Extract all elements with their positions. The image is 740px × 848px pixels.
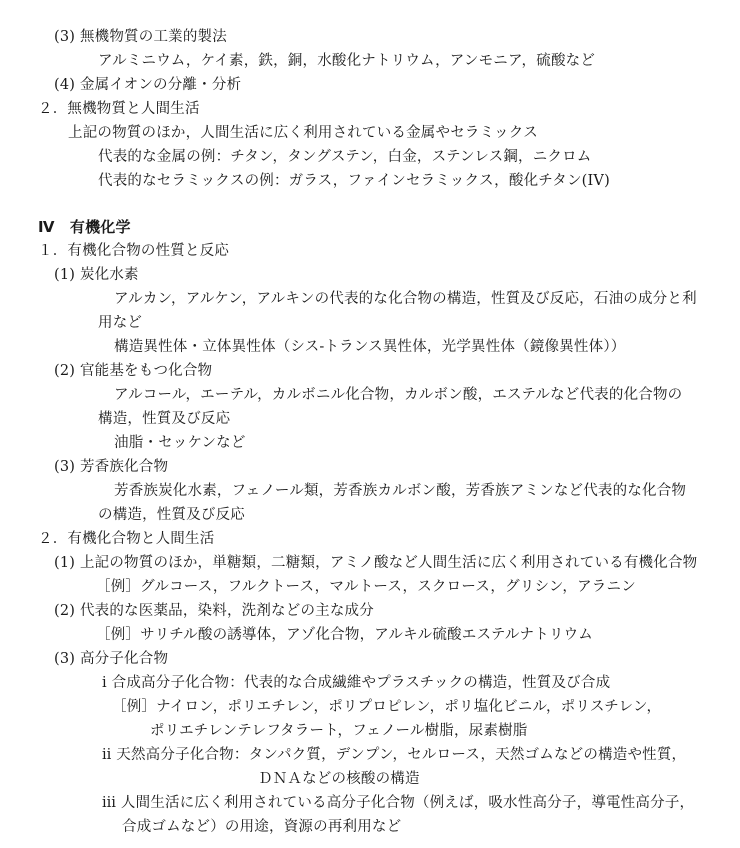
subsection-4-metal-ion: (4) 金属イオンの分離・分析 (54, 77, 242, 93)
list-item-natural-polymers: ⅱ 天然高分子化合物：タンパク質，デンプン，セルロース，天然ゴムなどの構造や性質， (102, 747, 687, 763)
list-item: 代表的なセラミックスの例：ガラス，ファインセラミックス，酸化チタン(IV) (98, 173, 610, 189)
list-item: アルカン，アルケン，アルキンの代表的な化合物の構造，性質及び反応，石油の成分と利 (114, 291, 697, 307)
list-item: 構造，性質及び反応 (98, 411, 231, 427)
section-2-organic-life: ２．有機化合物と人間生活 (38, 531, 215, 547)
list-item: アルコール，エーテル，カルボニル化合物，カルボン酸，エステルなど代表的化合物の (114, 387, 683, 403)
subsection-1-organic-compounds: (1) 上記の物質のほか，単糖類，二糖類，アミノ酸など人間生活に広く利用されている有機化合物 (54, 555, 698, 571)
section-2-inorganic-life: ２．無機物質と人間生活 (38, 101, 200, 117)
subsection-3-aromatic: (3) 芳香族化合物 (54, 459, 169, 475)
list-item: ［例］グルコース，フルクトース，マルトース，スクロース，グリシン，アラニン (96, 579, 636, 595)
list-item: アルミニウム，ケイ素，鉄，銅，水酸化ナトリウム，アンモニア，硫酸など (98, 53, 596, 69)
list-item: ［例］ナイロン，ポリエチレン，ポリプロピレン，ポリ塩化ビニル，ポリスチレン， (112, 699, 662, 715)
list-item: 合成ゴムなど）の用途，資源の再利用など (122, 819, 402, 835)
list-item: 上記の物質のほか，人間生活に広く利用されている金属やセラミックス (68, 125, 538, 141)
list-item-synthetic-polymers: ⅰ 合成高分子化合物：代表的な合成繊維やプラスチックの構造，性質及び合成 (102, 675, 611, 691)
subsection-3-inorganic-industrial: (3) 無機物質の工業的製法 (54, 29, 227, 45)
list-item: ＤＮＡなどの核酸の構造 (258, 771, 420, 787)
list-item: 用など (98, 315, 143, 331)
list-item: の構造，性質及び反応 (98, 507, 245, 523)
section-1-organic-properties: １．有機化合物の性質と反応 (38, 243, 230, 259)
subsection-2-functional-groups: (2) 官能基をもつ化合物 (54, 363, 213, 379)
list-item-polymers-in-life: ⅲ 人間生活に広く利用されている高分子化合物（例えば，吸水性高分子，導電性高分子， (102, 795, 695, 811)
list-item: 代表的な金属の例：チタン，タングステン，白金，ステンレス鋼，ニクロム (98, 149, 592, 165)
list-item: 芳香族炭化水素，フェノール類，芳香族カルボン酸，芳香族アミンなど代表的な化合物 (114, 483, 687, 499)
list-item: ポリエチレンテレフタラート，フェノール樹脂，尿素樹脂 (150, 723, 528, 739)
subsection-3-polymers: (3) 高分子化合物 (54, 651, 169, 667)
subsection-2-medicines-dyes: (2) 代表的な医薬品，染料，洗剤などの主な成分 (54, 603, 374, 619)
list-item: ［例］サリチル酸の誘導体，アゾ化合物，アルキル硫酸エステルナトリウム (96, 627, 593, 643)
chapter-heading-organic-chemistry: Ⅳ 有機化学 (38, 218, 131, 236)
list-item: 油脂・セッケンなど (114, 435, 246, 451)
list-item: 構造異性体・立体異性体（シス-トランス異性体，光学異性体（鏡像異性体）） (114, 339, 626, 355)
subsection-1-hydrocarbons: (1) 炭化水素 (54, 267, 139, 283)
